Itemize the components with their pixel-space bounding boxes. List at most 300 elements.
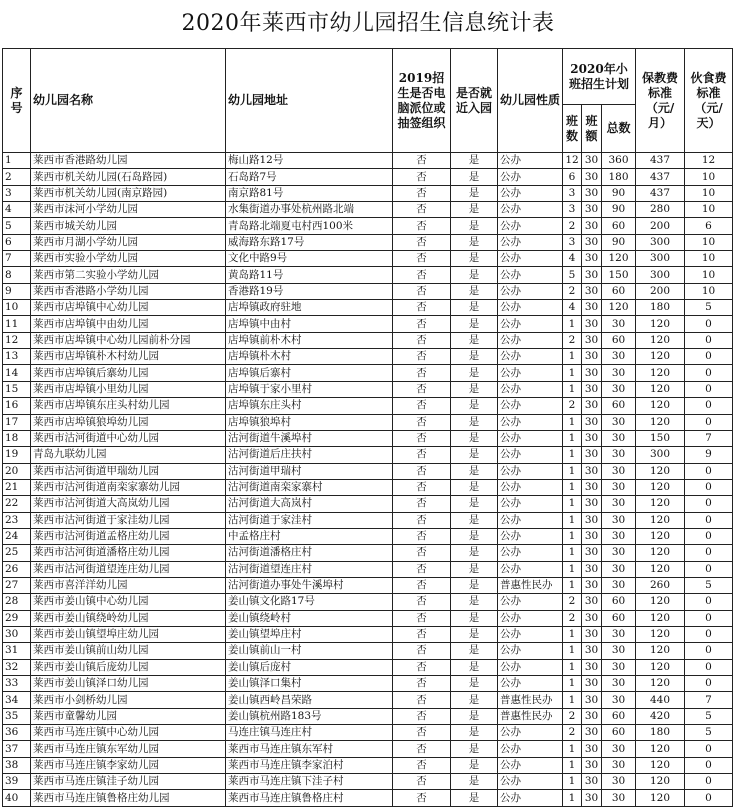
cell-lottery: 否 xyxy=(393,316,451,332)
cell-seq: 17 xyxy=(3,414,31,430)
cell-nearby: 是 xyxy=(451,496,498,512)
header-nature: 幼儿园性质 xyxy=(498,49,563,153)
cell-total: 90 xyxy=(602,202,636,218)
cell-class-size: 30 xyxy=(582,659,602,675)
cell-classes: 2 xyxy=(563,283,582,299)
cell-address: 石岛路7号 xyxy=(226,169,393,185)
cell-name: 莱西市沽河街道大高岚幼儿园 xyxy=(31,496,226,512)
cell-seq: 36 xyxy=(3,725,31,741)
cell-seq: 23 xyxy=(3,512,31,528)
cell-lottery: 否 xyxy=(393,496,451,512)
cell-nearby: 是 xyxy=(451,251,498,267)
cell-address: 黄岛路11号 xyxy=(226,267,393,283)
cell-meal-fee: 5 xyxy=(685,708,733,724)
cell-meal-fee: 10 xyxy=(685,185,733,201)
cell-care-fee: 120 xyxy=(636,316,685,332)
cell-total: 30 xyxy=(602,643,636,659)
table-row xyxy=(3,365,733,381)
cell-nature: 公办 xyxy=(498,202,563,218)
cell-care-fee: 437 xyxy=(636,153,685,169)
cell-nearby: 是 xyxy=(451,463,498,479)
cell-nearby: 是 xyxy=(451,283,498,299)
cell-nearby: 是 xyxy=(451,561,498,577)
cell-address: 店埠镇狼埠村 xyxy=(226,414,393,430)
cell-total: 180 xyxy=(602,169,636,185)
cell-nearby: 是 xyxy=(451,790,498,806)
cell-classes: 2 xyxy=(563,610,582,626)
cell-lottery: 否 xyxy=(393,430,451,446)
cell-name: 莱西市喜洋洋幼儿园 xyxy=(31,577,226,593)
cell-address: 莱西市马连庄镇鲁格庄村 xyxy=(226,790,393,806)
cell-lottery: 否 xyxy=(393,365,451,381)
table-row xyxy=(3,414,733,430)
cell-nearby: 是 xyxy=(451,676,498,692)
table-row xyxy=(3,577,733,593)
cell-lottery: 否 xyxy=(393,725,451,741)
cell-care-fee: 420 xyxy=(636,708,685,724)
cell-nearby: 是 xyxy=(451,430,498,446)
cell-classes: 1 xyxy=(563,463,582,479)
cell-class-size: 30 xyxy=(582,202,602,218)
cell-classes: 1 xyxy=(563,414,582,430)
header-nearby: 是否就近入园 xyxy=(451,49,498,153)
cell-classes: 1 xyxy=(563,447,582,463)
cell-class-size: 30 xyxy=(582,545,602,561)
cell-name: 莱西市马连庄镇洼子幼儿园 xyxy=(31,774,226,790)
cell-care-fee: 120 xyxy=(636,643,685,659)
table-row xyxy=(3,528,733,544)
cell-total: 90 xyxy=(602,234,636,250)
cell-lottery: 否 xyxy=(393,447,451,463)
cell-address: 莱西市马连庄镇东军村 xyxy=(226,741,393,757)
cell-name: 莱西市姜山镇泽口幼儿园 xyxy=(31,676,226,692)
cell-total: 60 xyxy=(602,708,636,724)
cell-classes: 1 xyxy=(563,774,582,790)
cell-nature: 公办 xyxy=(498,381,563,397)
cell-lottery: 否 xyxy=(393,692,451,708)
cell-nearby: 是 xyxy=(451,594,498,610)
cell-class-size: 30 xyxy=(582,283,602,299)
cell-lottery: 否 xyxy=(393,153,451,169)
cell-address: 马连庄镇马连庄村 xyxy=(226,725,393,741)
cell-nature: 公办 xyxy=(498,479,563,495)
cell-care-fee: 120 xyxy=(636,398,685,414)
cell-nature: 公办 xyxy=(498,316,563,332)
table-row xyxy=(3,626,733,642)
cell-class-size: 30 xyxy=(582,626,602,642)
cell-classes: 2 xyxy=(563,708,582,724)
cell-lottery: 否 xyxy=(393,610,451,626)
cell-address: 沽河街道于家洼村 xyxy=(226,512,393,528)
cell-class-size: 30 xyxy=(582,300,602,316)
cell-classes: 1 xyxy=(563,430,582,446)
cell-total: 30 xyxy=(602,365,636,381)
cell-meal-fee: 12 xyxy=(685,153,733,169)
cell-classes: 1 xyxy=(563,496,582,512)
cell-seq: 8 xyxy=(3,267,31,283)
cell-nature: 公办 xyxy=(498,594,563,610)
cell-care-fee: 180 xyxy=(636,725,685,741)
cell-care-fee: 120 xyxy=(636,626,685,642)
cell-seq: 26 xyxy=(3,561,31,577)
cell-address: 沽河街道潘格庄村 xyxy=(226,545,393,561)
cell-class-size: 30 xyxy=(582,381,602,397)
cell-total: 120 xyxy=(602,251,636,267)
cell-class-size: 30 xyxy=(582,153,602,169)
cell-nature: 普惠性民办 xyxy=(498,708,563,724)
cell-total: 30 xyxy=(602,774,636,790)
cell-nearby: 是 xyxy=(451,218,498,234)
cell-care-fee: 120 xyxy=(636,512,685,528)
cell-total: 360 xyxy=(602,153,636,169)
table-row xyxy=(3,643,733,659)
cell-lottery: 否 xyxy=(393,463,451,479)
cell-name: 莱西市城关幼儿园 xyxy=(31,218,226,234)
cell-name: 莱西市沽河街道望连庄幼儿园 xyxy=(31,561,226,577)
table-row xyxy=(3,251,733,267)
cell-seq: 29 xyxy=(3,610,31,626)
cell-care-fee: 300 xyxy=(636,267,685,283)
cell-meal-fee: 5 xyxy=(685,725,733,741)
cell-address: 店埠镇朴木村 xyxy=(226,349,393,365)
cell-classes: 1 xyxy=(563,545,582,561)
table-row xyxy=(3,594,733,610)
cell-seq: 25 xyxy=(3,545,31,561)
cell-address: 沽河街道南栾家寨村 xyxy=(226,479,393,495)
cell-care-fee: 200 xyxy=(636,218,685,234)
cell-care-fee: 120 xyxy=(636,659,685,675)
cell-care-fee: 120 xyxy=(636,479,685,495)
page-title: 2020年莱西市幼儿园招生信息统计表 xyxy=(181,11,555,36)
cell-meal-fee: 7 xyxy=(685,692,733,708)
table-row xyxy=(3,479,733,495)
cell-classes: 1 xyxy=(563,757,582,773)
cell-seq: 11 xyxy=(3,316,31,332)
cell-seq: 18 xyxy=(3,430,31,446)
cell-lottery: 否 xyxy=(393,545,451,561)
cell-address: 沽河街道望连庄村 xyxy=(226,561,393,577)
table-row xyxy=(3,545,733,561)
cell-class-size: 30 xyxy=(582,512,602,528)
cell-name: 莱西市香港路小学幼儿园 xyxy=(31,283,226,299)
cell-classes: 12 xyxy=(563,153,582,169)
header-seq: 序号 xyxy=(3,49,31,153)
cell-meal-fee: 0 xyxy=(685,610,733,626)
cell-nearby: 是 xyxy=(451,774,498,790)
cell-nature: 普惠性民办 xyxy=(498,692,563,708)
cell-total: 30 xyxy=(602,561,636,577)
cell-total: 30 xyxy=(602,430,636,446)
cell-name: 莱西市姜山镇绕岭幼儿园 xyxy=(31,610,226,626)
cell-seq: 13 xyxy=(3,349,31,365)
cell-nearby: 是 xyxy=(451,545,498,561)
table-body xyxy=(3,153,733,807)
table-row xyxy=(3,692,733,708)
cell-class-size: 30 xyxy=(582,594,602,610)
table-row xyxy=(3,725,733,741)
cell-nearby: 是 xyxy=(451,659,498,675)
cell-address: 香港路19号 xyxy=(226,283,393,299)
table-row xyxy=(3,153,733,169)
cell-lottery: 否 xyxy=(393,169,451,185)
cell-care-fee: 120 xyxy=(636,594,685,610)
cell-total: 30 xyxy=(602,545,636,561)
cell-nearby: 是 xyxy=(451,365,498,381)
cell-nearby: 是 xyxy=(451,185,498,201)
cell-nearby: 是 xyxy=(451,447,498,463)
cell-class-size: 30 xyxy=(582,643,602,659)
cell-class-size: 30 xyxy=(582,725,602,741)
cell-class-size: 30 xyxy=(582,169,602,185)
cell-nearby: 是 xyxy=(451,725,498,741)
cell-address: 沽河街道后庄扶村 xyxy=(226,447,393,463)
table-row xyxy=(3,332,733,348)
cell-seq: 30 xyxy=(3,626,31,642)
table-row xyxy=(3,561,733,577)
cell-total: 30 xyxy=(602,496,636,512)
cell-lottery: 否 xyxy=(393,708,451,724)
cell-care-fee: 120 xyxy=(636,676,685,692)
cell-seq: 7 xyxy=(3,251,31,267)
cell-seq: 31 xyxy=(3,643,31,659)
cell-seq: 21 xyxy=(3,479,31,495)
cell-lottery: 否 xyxy=(393,774,451,790)
table-row xyxy=(3,349,733,365)
cell-total: 30 xyxy=(602,790,636,806)
cell-class-size: 30 xyxy=(582,316,602,332)
cell-total: 30 xyxy=(602,692,636,708)
cell-class-size: 30 xyxy=(582,251,602,267)
table-row xyxy=(3,447,733,463)
cell-address: 姜山镇泽口集村 xyxy=(226,676,393,692)
cell-lottery: 否 xyxy=(393,283,451,299)
cell-class-size: 30 xyxy=(582,610,602,626)
cell-name: 莱西市沽河街道于家洼幼儿园 xyxy=(31,512,226,528)
cell-meal-fee: 6 xyxy=(685,218,733,234)
table-row xyxy=(3,430,733,446)
header-name: 幼儿园名称 xyxy=(31,49,226,153)
cell-care-fee: 437 xyxy=(636,185,685,201)
cell-total: 30 xyxy=(602,512,636,528)
cell-nature: 公办 xyxy=(498,332,563,348)
cell-care-fee: 120 xyxy=(636,774,685,790)
cell-address: 店埠镇东庄头村 xyxy=(226,398,393,414)
cell-address: 姜山镇绕岭村 xyxy=(226,610,393,626)
cell-meal-fee: 5 xyxy=(685,300,733,316)
cell-total: 30 xyxy=(602,463,636,479)
cell-name: 莱西市沽河街道甲瑞幼儿园 xyxy=(31,463,226,479)
cell-nature: 公办 xyxy=(498,725,563,741)
cell-nearby: 是 xyxy=(451,512,498,528)
cell-classes: 1 xyxy=(563,528,582,544)
cell-nature: 公办 xyxy=(498,528,563,544)
cell-lottery: 否 xyxy=(393,185,451,201)
cell-meal-fee: 0 xyxy=(685,659,733,675)
table-row xyxy=(3,708,733,724)
cell-address: 中孟格庄村 xyxy=(226,528,393,544)
header-lottery: 2019招生是否电脑派位或抽签组织 xyxy=(393,49,451,153)
cell-total: 30 xyxy=(602,577,636,593)
cell-care-fee: 120 xyxy=(636,414,685,430)
cell-address: 姜山镇望埠庄村 xyxy=(226,626,393,642)
header-classes: 班数 xyxy=(563,105,582,153)
cell-class-size: 30 xyxy=(582,185,602,201)
cell-total: 60 xyxy=(602,725,636,741)
cell-address: 沽河街道办事处牛溪埠村 xyxy=(226,577,393,593)
cell-care-fee: 260 xyxy=(636,577,685,593)
cell-classes: 6 xyxy=(563,169,582,185)
cell-nature: 公办 xyxy=(498,218,563,234)
cell-meal-fee: 7 xyxy=(685,430,733,446)
cell-lottery: 否 xyxy=(393,741,451,757)
cell-total: 30 xyxy=(602,757,636,773)
cell-meal-fee: 0 xyxy=(685,316,733,332)
cell-total: 30 xyxy=(602,447,636,463)
cell-nearby: 是 xyxy=(451,757,498,773)
table-row xyxy=(3,610,733,626)
cell-classes: 1 xyxy=(563,381,582,397)
table-row xyxy=(3,169,733,185)
cell-classes: 5 xyxy=(563,267,582,283)
cell-lottery: 否 xyxy=(393,528,451,544)
cell-nature: 公办 xyxy=(498,430,563,446)
cell-lottery: 否 xyxy=(393,626,451,642)
cell-classes: 2 xyxy=(563,725,582,741)
cell-lottery: 否 xyxy=(393,561,451,577)
cell-seq: 32 xyxy=(3,659,31,675)
cell-classes: 1 xyxy=(563,626,582,642)
cell-total: 60 xyxy=(602,283,636,299)
cell-nature: 公办 xyxy=(498,153,563,169)
cell-care-fee: 300 xyxy=(636,447,685,463)
cell-lottery: 否 xyxy=(393,414,451,430)
cell-classes: 1 xyxy=(563,741,582,757)
cell-class-size: 30 xyxy=(582,414,602,430)
cell-meal-fee: 0 xyxy=(685,561,733,577)
cell-meal-fee: 0 xyxy=(685,643,733,659)
cell-care-fee: 120 xyxy=(636,757,685,773)
cell-meal-fee: 0 xyxy=(685,381,733,397)
cell-lottery: 否 xyxy=(393,757,451,773)
cell-care-fee: 150 xyxy=(636,430,685,446)
cell-nature: 公办 xyxy=(498,545,563,561)
cell-nature: 公办 xyxy=(498,447,563,463)
cell-meal-fee: 10 xyxy=(685,251,733,267)
table-row xyxy=(3,234,733,250)
cell-nearby: 是 xyxy=(451,414,498,430)
cell-meal-fee: 0 xyxy=(685,774,733,790)
cell-class-size: 30 xyxy=(582,332,602,348)
cell-lottery: 否 xyxy=(393,267,451,283)
cell-total: 60 xyxy=(602,610,636,626)
cell-seq: 9 xyxy=(3,283,31,299)
cell-name: 莱西市马连庄镇中心幼儿园 xyxy=(31,725,226,741)
cell-name: 莱西市沽河街道南栾家寨幼儿园 xyxy=(31,479,226,495)
cell-address: 莱西市马连庄镇下洼子村 xyxy=(226,774,393,790)
cell-care-fee: 120 xyxy=(636,365,685,381)
cell-nearby: 是 xyxy=(451,643,498,659)
cell-name: 莱西市姜山镇中心幼儿园 xyxy=(31,594,226,610)
cell-seq: 4 xyxy=(3,202,31,218)
cell-seq: 19 xyxy=(3,447,31,463)
cell-lottery: 否 xyxy=(393,577,451,593)
cell-seq: 27 xyxy=(3,577,31,593)
cell-classes: 1 xyxy=(563,365,582,381)
cell-meal-fee: 9 xyxy=(685,447,733,463)
cell-meal-fee: 0 xyxy=(685,528,733,544)
table-row xyxy=(3,463,733,479)
cell-seq: 12 xyxy=(3,332,31,348)
cell-care-fee: 120 xyxy=(636,463,685,479)
cell-nearby: 是 xyxy=(451,169,498,185)
cell-nature: 公办 xyxy=(498,774,563,790)
cell-nearby: 是 xyxy=(451,267,498,283)
cell-lottery: 否 xyxy=(393,234,451,250)
cell-lottery: 否 xyxy=(393,251,451,267)
cell-class-size: 30 xyxy=(582,528,602,544)
table-row xyxy=(3,757,733,773)
cell-name: 莱西市机关幼儿园(南京路园) xyxy=(31,185,226,201)
cell-total: 30 xyxy=(602,381,636,397)
cell-address: 文化中路9号 xyxy=(226,251,393,267)
cell-meal-fee: 10 xyxy=(685,169,733,185)
cell-meal-fee: 0 xyxy=(685,512,733,528)
cell-address: 青岛路北端夏屯村西100米 xyxy=(226,218,393,234)
table-row xyxy=(3,185,733,201)
cell-classes: 1 xyxy=(563,692,582,708)
cell-name: 莱西市店埠镇后寨幼儿园 xyxy=(31,365,226,381)
cell-total: 30 xyxy=(602,676,636,692)
cell-lottery: 否 xyxy=(393,594,451,610)
cell-lottery: 否 xyxy=(393,300,451,316)
cell-nature: 公办 xyxy=(498,496,563,512)
cell-address: 姜山镇杭州路183号 xyxy=(226,708,393,724)
cell-name: 莱西市香港路幼儿园 xyxy=(31,153,226,169)
cell-classes: 1 xyxy=(563,790,582,806)
cell-name: 莱西市童馨幼儿园 xyxy=(31,708,226,724)
cell-name: 莱西市第二实验小学幼儿园 xyxy=(31,267,226,283)
cell-total: 60 xyxy=(602,218,636,234)
cell-meal-fee: 10 xyxy=(685,234,733,250)
cell-total: 30 xyxy=(602,626,636,642)
cell-total: 150 xyxy=(602,267,636,283)
cell-name: 莱西市姜山镇望埠庄幼儿园 xyxy=(31,626,226,642)
cell-classes: 2 xyxy=(563,218,582,234)
cell-nearby: 是 xyxy=(451,349,498,365)
cell-nature: 公办 xyxy=(498,283,563,299)
cell-meal-fee: 0 xyxy=(685,496,733,512)
table-row xyxy=(3,676,733,692)
cell-class-size: 30 xyxy=(582,349,602,365)
cell-meal-fee: 0 xyxy=(685,365,733,381)
cell-total: 30 xyxy=(602,479,636,495)
cell-address: 店埠镇于家小里村 xyxy=(226,381,393,397)
cell-total: 30 xyxy=(602,349,636,365)
cell-address: 沽河街道甲瑞村 xyxy=(226,463,393,479)
cell-nearby: 是 xyxy=(451,332,498,348)
cell-seq: 34 xyxy=(3,692,31,708)
cell-meal-fee: 0 xyxy=(685,332,733,348)
cell-seq: 1 xyxy=(3,153,31,169)
cell-care-fee: 120 xyxy=(636,610,685,626)
cell-meal-fee: 0 xyxy=(685,545,733,561)
cell-class-size: 30 xyxy=(582,692,602,708)
cell-classes: 3 xyxy=(563,185,582,201)
cell-name: 青岛九联幼儿园 xyxy=(31,447,226,463)
header-meal-fee: 伙食费标准（元/天） xyxy=(685,49,733,153)
cell-address: 水集街道办事处杭州路北端 xyxy=(226,202,393,218)
table-row xyxy=(3,218,733,234)
